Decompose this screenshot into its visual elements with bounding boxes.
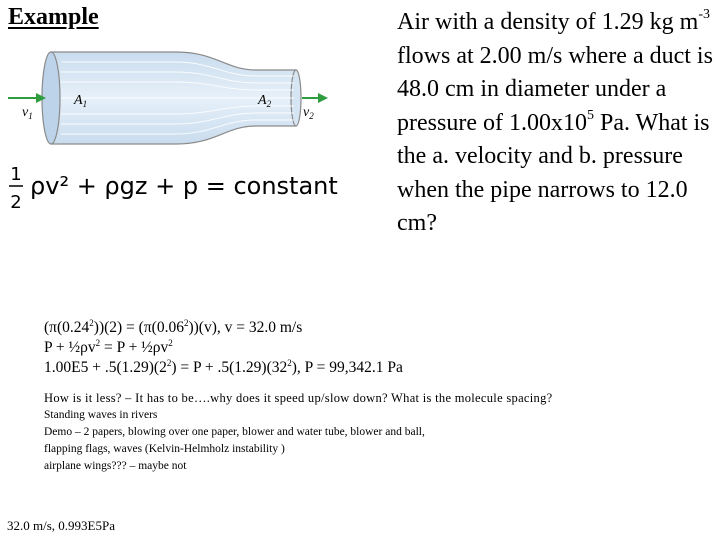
bernoulli-figure [6, 48, 362, 238]
pipe-diagram [6, 48, 362, 238]
solution-block [44, 318, 403, 378]
note-line: flapping flags, waves (Kelvin-Helmholz instability ) [44, 443, 285, 455]
a2-label: $A_2$ [258, 93, 272, 109]
density-exponent: -3 [698, 7, 710, 22]
note-line: Demo – 2 papers, blowing over one paper, blower and water tube, blower and ball, [44, 426, 425, 438]
bernoulli-setup-line: $P + \frac{1}{2}\rho v^2 = P$ + $\frac{1}{2}\rho v^2$ [44, 337, 173, 356]
answer-key: 32.0 m/s, 0.993E5Pa [7, 518, 115, 533]
inlet-arrow [8, 93, 46, 103]
problem-statement [397, 6, 717, 241]
lecture-notes [44, 390, 552, 475]
note-line: airplane wings??? – maybe not [44, 460, 187, 472]
outlet-arrow [302, 93, 328, 103]
problem-text-3: Pa. What is the a. velocity and b. pressure when the pipe narrows to 12.0 cm? [397, 109, 710, 236]
a1-label: $A_1$ [74, 93, 88, 109]
slide-title: Example [8, 4, 99, 30]
note-line: How is it less? – It has to be….why does it speed up/slow down? What is the molecule spacing? [44, 391, 553, 405]
bernoulli-equation [9, 164, 338, 213]
v1-label: $v_1$ [22, 105, 33, 121]
v2-label: $v_2$ [303, 105, 314, 121]
note-line: Standing waves in rivers [44, 409, 158, 421]
continuity-equation-line: $(\pi(0.24^2))(2) = (\pi(0.06^2))(v)$, v = 32.0 m/s [44, 317, 303, 336]
problem-text-1: Air with a density of 1.29 kg m [397, 9, 699, 35]
equation-body: ρv² + ρgz + p = constant [30, 172, 338, 200]
fraction-numerator: 1 [10, 164, 22, 185]
problem-text-2: flows at 2.00 m/s where a duct is 48.0 cm in diameter under a pressure of 1.00x10 [397, 42, 713, 136]
fraction-denominator: 2 [10, 192, 22, 213]
pressure-exponent: 5 [586, 107, 594, 123]
pressure-result-line: $1.00E5 + .5(1.29)(2^2) = P + .5(1.29)(32^2)$, P = 99,342.1 Pa [44, 357, 403, 376]
